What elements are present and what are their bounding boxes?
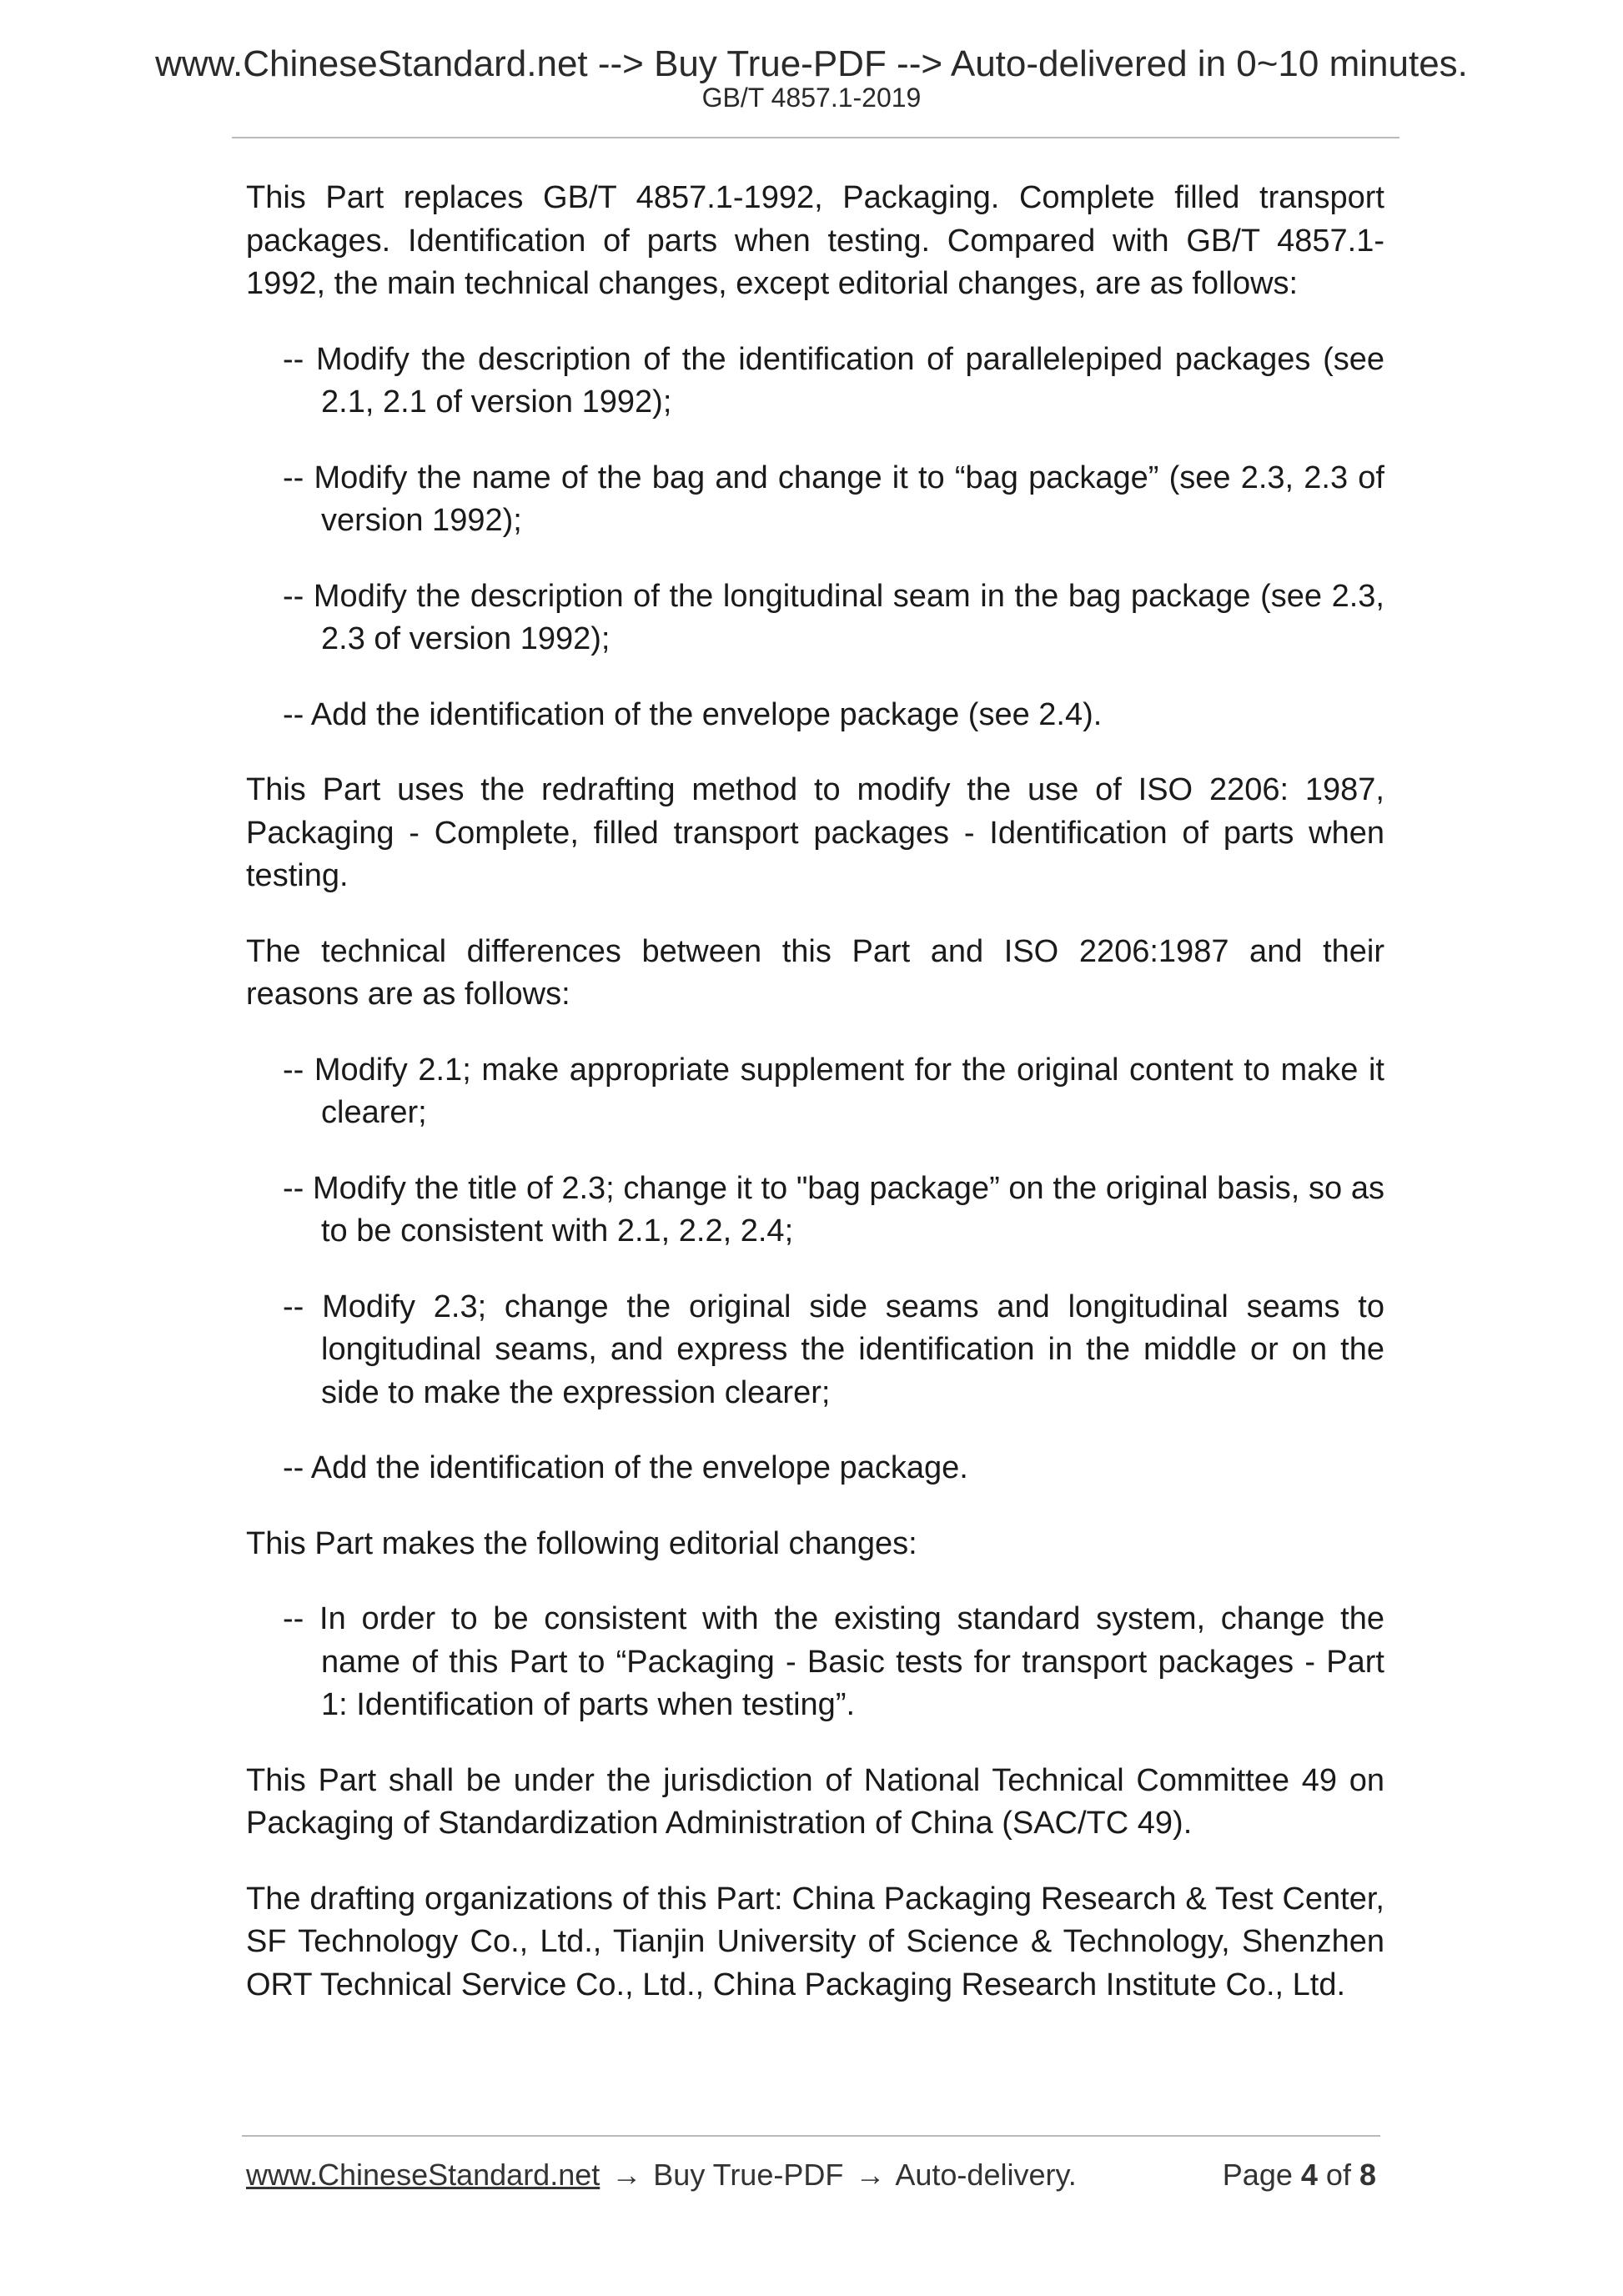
page-label: Page	[1222, 2158, 1293, 2192]
change-item: -- Modify the name of the bag and change it to “bag package” (see 2.3, 2.3 of version 1992);	[283, 460, 1384, 538]
paragraph-drafting-organizations: The drafting organizations of this Part: China Packaging Research & Test Center, SF Technology Co., Ltd., Tianjin University of Science & Technology, Shenzhen ORT Technical Service Co., Ltd., China Packaging Research Institute Co., Ltd.	[246, 1881, 1384, 2002]
footer-buy-text: Buy True-PDF	[653, 2158, 844, 2192]
page-total: 8	[1359, 2158, 1376, 2192]
footer-divider	[242, 2135, 1380, 2137]
paragraph-editorial-intro: This Part makes the following editorial changes:	[246, 1525, 917, 1561]
paragraph-replaces: This Part replaces GB/T 4857.1-1992, Packaging. Complete filled transport packages. Identification of parts when testing. Compared with GB/T 4857.1-1992, the main technical changes, except editorial changes, are as follows:	[246, 180, 1384, 301]
difference-item: -- Modify 2.3; change the original side seams and longitudinal seams to longitudinal seams, and express the identification in the middle or on the side to make the expression clearer;	[283, 1289, 1384, 1410]
document-id: GB/T 4857.1-2019	[701, 83, 922, 113]
page-current: 4	[1300, 2158, 1318, 2192]
page-of-label: of	[1325, 2158, 1351, 2192]
arrow-right-icon: →	[611, 2158, 642, 2192]
arrow-right-icon: →	[855, 2158, 886, 2192]
paragraph-differences-intro: The technical differences between this Part and ISO 2206:1987 and their reasons are as follows:	[246, 933, 1384, 1012]
difference-item: -- Modify 2.1; make appropriate supplement for the original content to make it clearer;	[283, 1052, 1384, 1130]
change-item: -- Modify the description of the identification of parallelepiped packages (see 2.1, 2.1 of version 1992);	[283, 341, 1384, 420]
paragraph-redrafting: This Part uses the redrafting method to modify the use of ISO 2206: 1987, Packaging - Complete, filled transport packages - Identification of parts when testing.	[246, 772, 1384, 893]
header-divider	[232, 137, 1399, 138]
footer-delivery-text: Auto-delivery.	[895, 2158, 1077, 2192]
header-banner: www.ChineseStandard.net --> Buy True-PDF --> Auto-delivered in 0~10 minutes.	[155, 43, 1468, 84]
page-number	[1223, 2157, 1376, 2193]
footer-site-link[interactable]: www.ChineseStandard.net	[246, 2158, 600, 2192]
editorial-item: -- In order to be consistent with the existing standard system, change the name of this Part to “Packaging - Basic tests for transport packages - Part 1: Identification of parts when testing”.	[283, 1601, 1384, 1722]
change-item: -- Add the identification of the envelope package (see 2.4).	[283, 696, 1103, 732]
paragraph-jurisdiction: This Part shall be under the jurisdiction of National Technical Committee 49 on Packaging of Standardization Administration of China (SAC/TC 49).	[246, 1762, 1384, 1841]
difference-item: -- Modify the title of 2.3; change it to "bag package” on the original basis, so as to be consistent with 2.1, 2.2, 2.4;	[283, 1170, 1384, 1248]
page-footer	[246, 2157, 1384, 2193]
change-item: -- Modify the description of the longitudinal seam in the bag package (see 2.3, 2.3 of version 1992);	[283, 578, 1384, 656]
difference-item: -- Add the identification of the envelope package.	[283, 1450, 968, 1485]
document-body	[246, 177, 1384, 2039]
